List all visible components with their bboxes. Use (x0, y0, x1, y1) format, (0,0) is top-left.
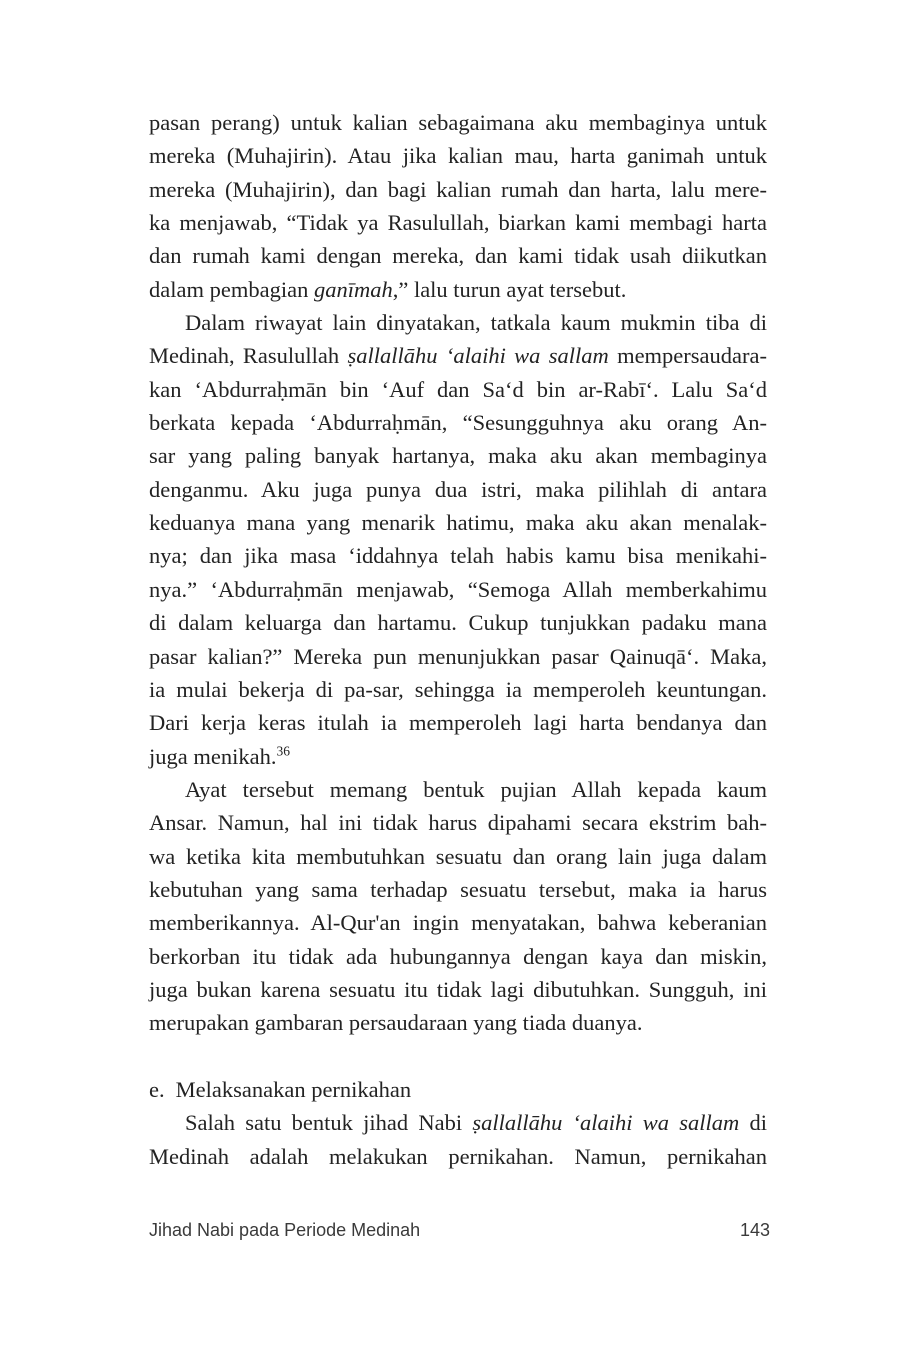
section-title: Melaksanakan pernikahan (175, 1076, 412, 1102)
text-line: berkata kepada ‘Abdurraḥmān, “Sesungguhnya aku orang An- (149, 410, 767, 436)
text-line (149, 273, 767, 306)
text-line: keduanya mana yang menarik hatimu, maka aku akan menalak- (149, 510, 767, 536)
paragraph-ayat (149, 773, 767, 1040)
text-run: juga menikah. (149, 743, 277, 769)
text-line: merupakan gambaran persaudaraan yang tiada duanya. (149, 1010, 643, 1036)
text-line: dan rumah kami dengan mereka, dan kami tidak usah diikutkan (149, 243, 767, 269)
page-text-block (149, 106, 767, 1173)
italic-term-ganimah: ganīmah (313, 276, 393, 302)
italic-honorific: ṣallallāhu ‘alaihi wa sallam (347, 343, 609, 369)
text-line: pasan perang) untuk kalian sebagaimana aku membaginya untuk (149, 110, 767, 135)
paragraph-continuation (149, 106, 767, 306)
text-line: nya.” ‘Abdurraḥmān menjawab, “Semoga Allah memberkahimu (149, 576, 767, 602)
text-line: berkorban itu tidak ada hubungannya dengan kaya dan miskin, (149, 943, 767, 969)
vertical-space (149, 1040, 767, 1073)
text-run: ,” lalu turun ayat tersebut. (392, 276, 627, 302)
text-line: Dalam riwayat lain dinyatakan, tatkala kaum mukmin tiba di (185, 310, 767, 336)
text-line: Ansar. Namun, hal ini tidak harus dipahami secara ekstrim bah- (149, 810, 767, 836)
paragraph-riwayat (149, 306, 767, 773)
text-run: mempersaudara- (608, 343, 767, 369)
text-line: nya; dan jika masa ‘iddahnya telah habis kamu bisa menikahi- (149, 543, 767, 569)
text-line: ia mulai bekerja di pa-sar, sehingga ia memperoleh keuntungan. (149, 676, 767, 702)
text-line: juga bukan karena sesuatu itu tidak lagi dibutuhkan. Sungguh, ini (149, 976, 767, 1002)
text-line: sar yang paling banyak hartanya, maka aku akan membaginya (149, 443, 767, 469)
text-run: Medinah, Rasulullah (149, 343, 348, 369)
text-line (149, 740, 767, 773)
running-title: Jihad Nabi pada Periode Medinah (149, 1220, 421, 1240)
text-line: mereka (Muhajirin). Atau jika kalian mau, harta ganimah untuk (149, 143, 767, 169)
text-line (149, 1106, 767, 1139)
text-run: dalam pembagian (149, 276, 314, 302)
text-line: Medinah adalah melakukan pernikahan. Namun, pernikahan (149, 1143, 767, 1169)
paragraph-pernikahan (149, 1106, 767, 1173)
page-footer (149, 1219, 770, 1241)
text-line: mereka (Muhajirin), dan bagi kalian rumah dan harta, lalu mere- (149, 176, 767, 202)
footnote-ref-36: 36 (276, 743, 290, 759)
text-line: Dari kerja keras itulah ia memperoleh lagi harta bendanya dan (149, 710, 767, 736)
text-line: Ayat tersebut memang bentuk pujian Allah kepada kaum (185, 776, 767, 802)
text-line: kan ‘Abdurraḥmān bin ‘Auf dan Sa‘d bin ar-Rabī‘. Lalu Sa‘d (149, 376, 767, 402)
italic-honorific: ṣallallāhu ‘alaihi wa sallam (472, 1110, 740, 1136)
text-line: di dalam keluarga dan hartamu. Cukup tunjukkan padaku mana (149, 610, 767, 636)
text-line: denganmu. Aku juga punya dua istri, maka pilihlah di antara (149, 476, 767, 502)
text-line: ka menjawab, “Tidak ya Rasulullah, biarkan kami membagi harta (149, 210, 767, 236)
section-heading-e (149, 1073, 767, 1106)
section-letter: e. (149, 1076, 165, 1102)
text-line: kebutuhan yang sama terhadap sesuatu tersebut, maka ia harus (149, 876, 767, 902)
text-run: Salah satu bentuk jihad Nabi (185, 1110, 473, 1136)
text-line: wa ketika kita membutuhkan sesuatu dan orang lain juga dalam (149, 843, 767, 869)
text-line (149, 339, 767, 372)
text-line: memberikannya. Al-Qur'an ingin menyatakan, bahwa keberanian (149, 910, 767, 936)
text-line: pasar kalian?” Mereka pun menunjukkan pasar Qainuqā‘. Maka, (149, 643, 767, 669)
page-number: 143 (739, 1220, 770, 1240)
text-run: di (739, 1110, 767, 1136)
